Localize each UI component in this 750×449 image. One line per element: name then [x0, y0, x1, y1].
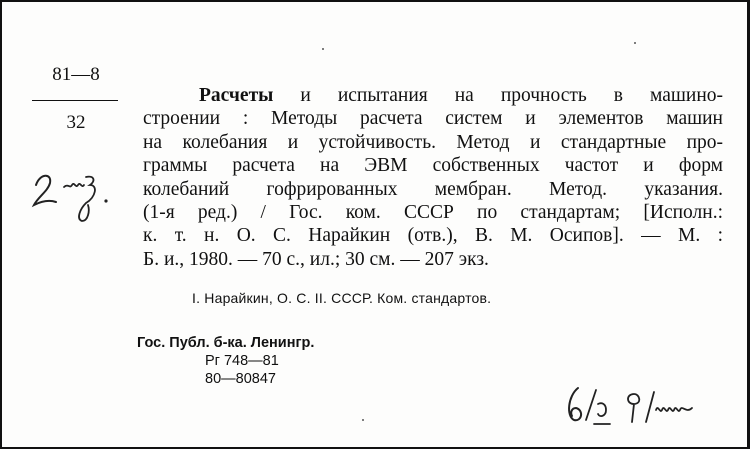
entry-line-3: на колебания и устойчивость. Метод и стандартные про-	[143, 131, 723, 153]
handwritten-copies-note	[30, 167, 120, 232]
library-code: Рг 748—81	[205, 353, 279, 369]
classification-index-bottom: 32	[66, 112, 86, 133]
entry-line-8: Б. и., 1980. — 70 с., ил.; 30 см. — 207 экз.	[143, 248, 489, 270]
tracings: I. Нарайкин, О. С. II. СССР. Ком. стандартов.	[192, 290, 492, 306]
entry-title: Расчеты	[199, 85, 274, 106]
speck-2	[634, 42, 636, 44]
entry-line-4: граммы расчета на ЭВМ собственных частот и форм	[143, 155, 723, 177]
classification-divider	[32, 100, 118, 101]
entry-line-7: к. т. н. О. С. Нарайкин (отв.), В. М. Осипов]. — М. :	[143, 225, 723, 247]
classification-index-top: 81—8	[52, 64, 100, 85]
entry-line-6: (1-я ред.) / Гос. ком. СССР по стандартам; [Исполн.:	[143, 202, 723, 224]
handwritten-shelf-note-drawing	[562, 380, 712, 430]
speck-3	[362, 419, 364, 421]
entry-line-1	[143, 84, 723, 107]
entry-line-2: строении : Методы расчета систем и элементов машин	[143, 108, 723, 130]
entry-line-5: колебаний гофрированных мембран. Метод. указания.	[143, 178, 723, 200]
library-stamp	[137, 334, 314, 388]
handwritten-shelf-note	[562, 380, 712, 435]
entry-line-1-text: и испытания на прочность в машино-	[300, 85, 724, 106]
handwritten-copies-note-drawing	[30, 167, 120, 227]
bibliographic-entry	[143, 84, 723, 271]
library-name: Гос. Публ. б-ка. Ленингр.	[137, 335, 315, 351]
speck-1	[322, 48, 324, 50]
accession-number: 80—80847	[205, 371, 276, 387]
